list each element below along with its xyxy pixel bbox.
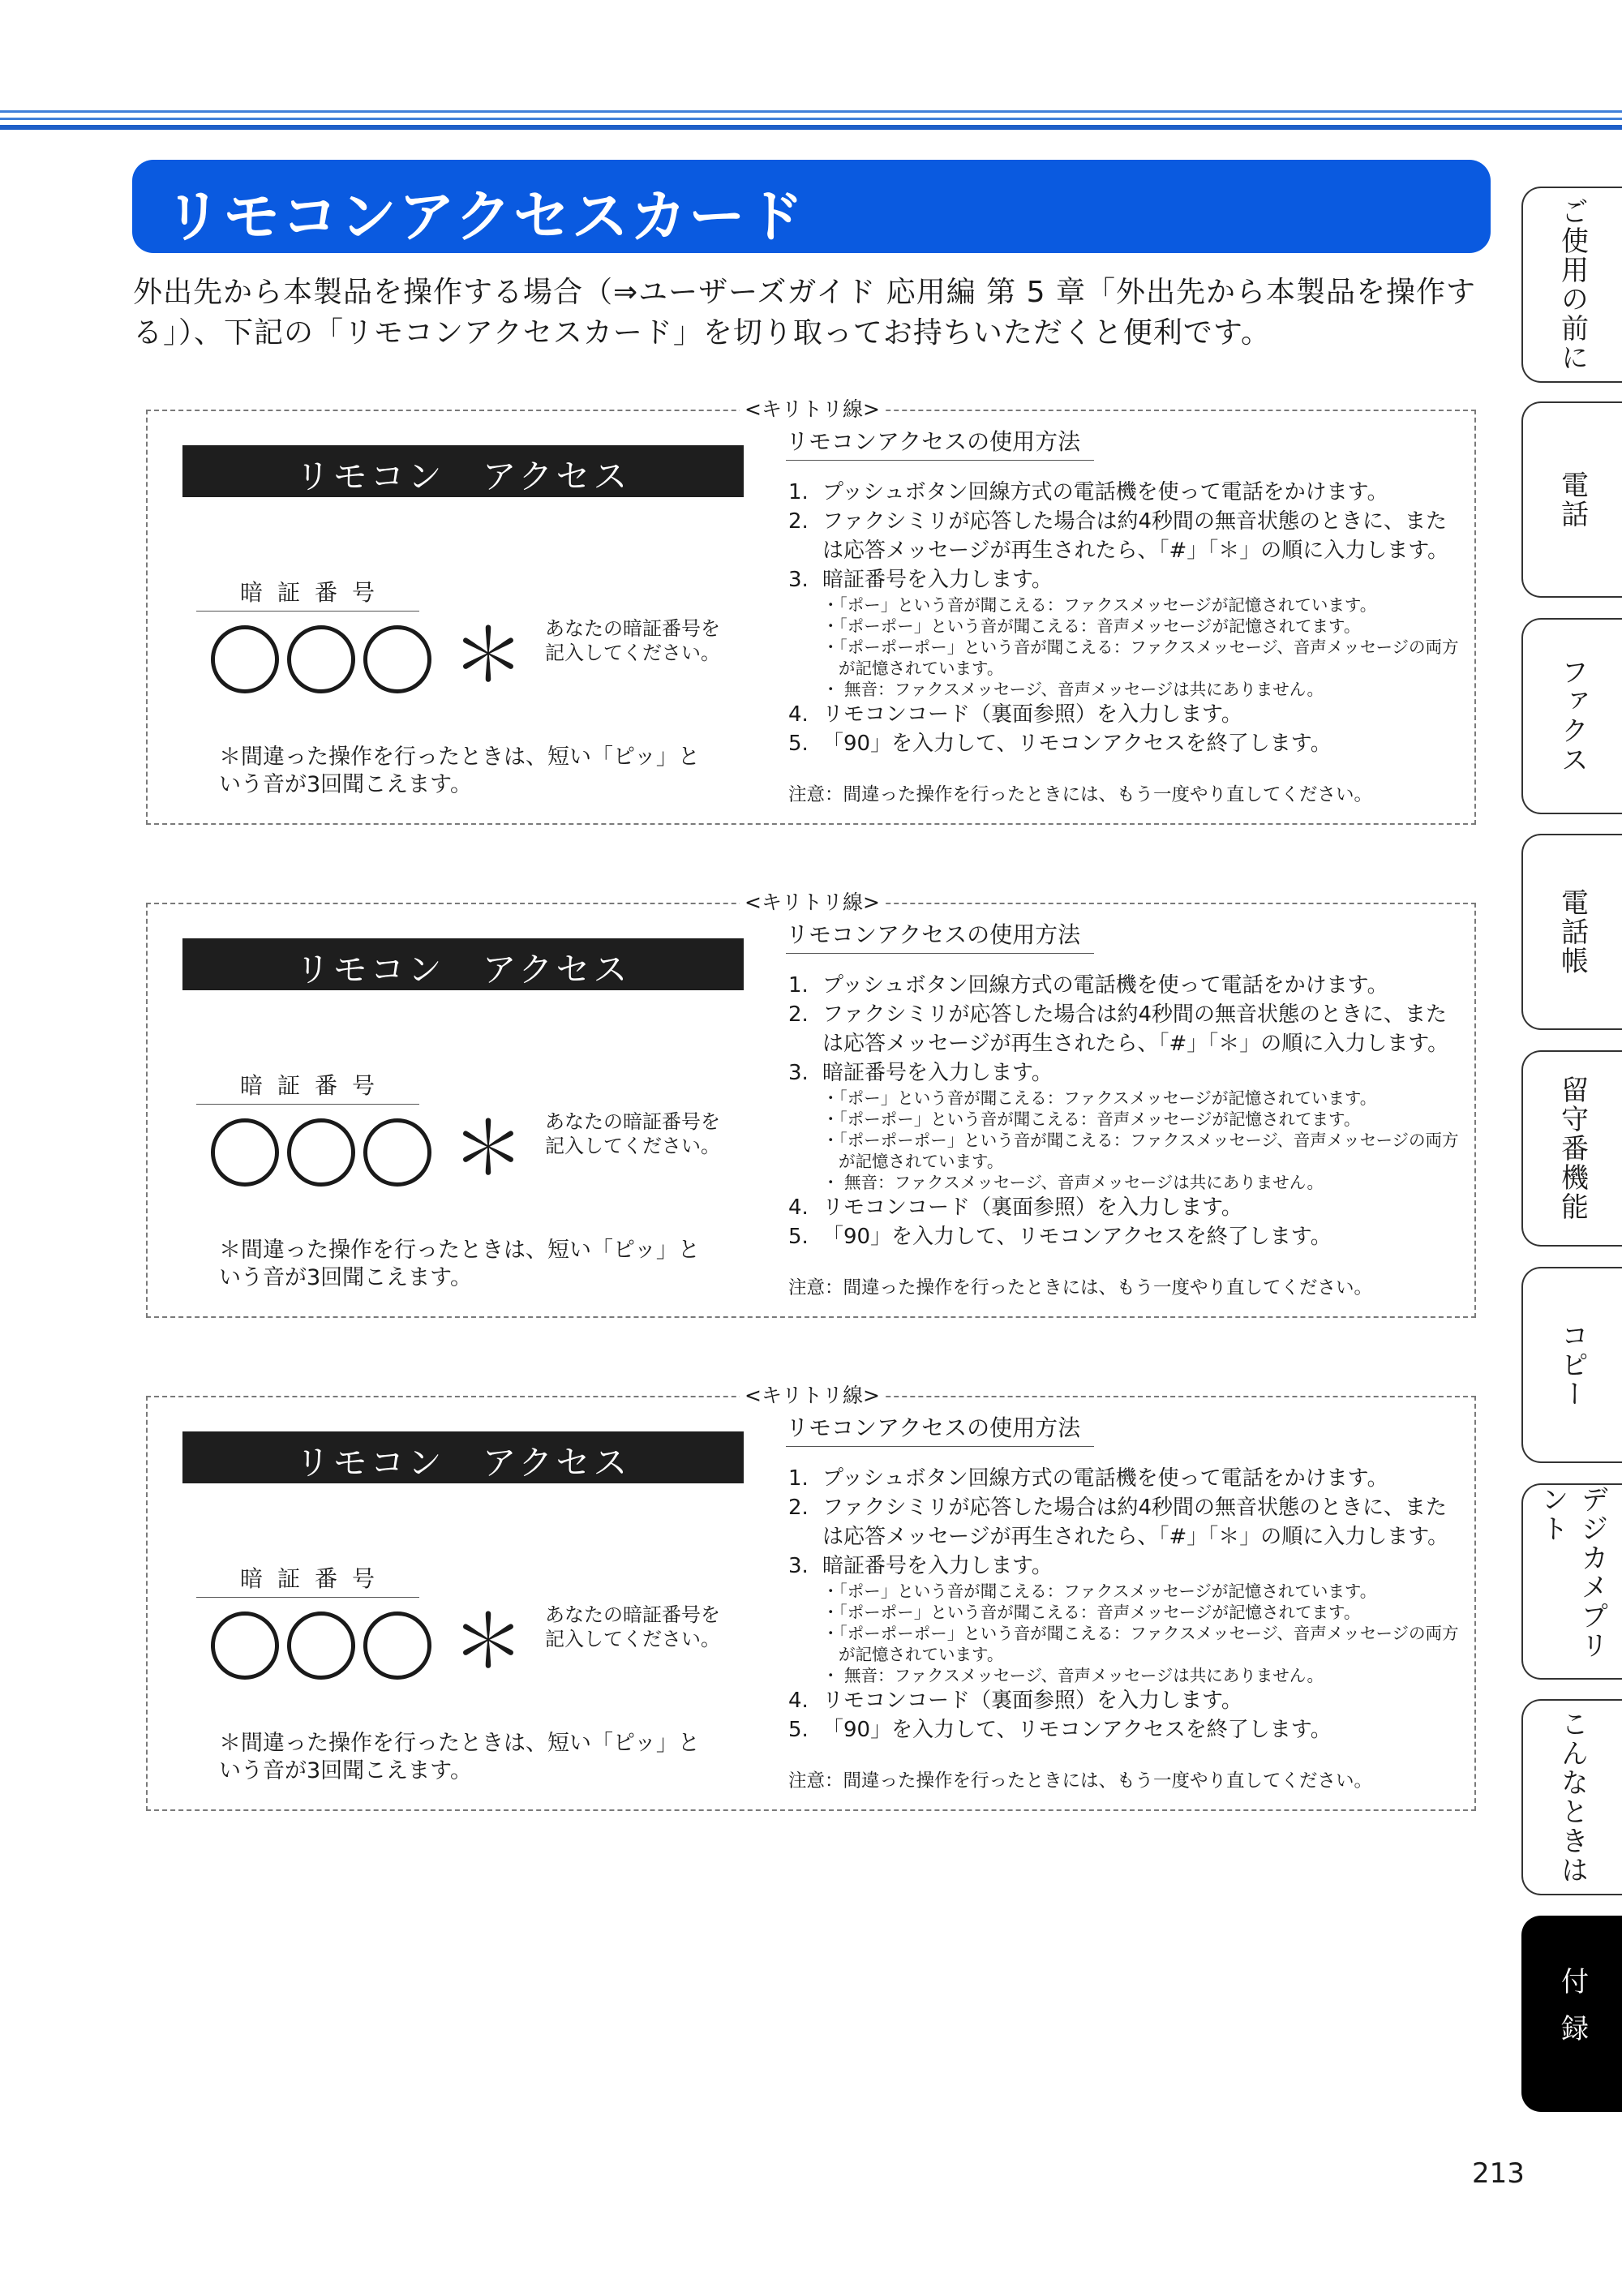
sub-item: ・「ポーポー」という音が聞こえる：音声メッセージが記憶されてます。 [822,1603,1361,1622]
side-tab[interactable] [1521,187,1622,383]
page-number: 213 [1472,2157,1525,2190]
pin-digit-circle [287,625,355,693]
step-text: プッシュボタン回線方式の電話機を使って電話をかけます。 [822,480,1388,504]
step-3 [788,565,1461,594]
step-number: 1. [788,480,809,504]
step-text: 「90」を入力して、リモコンアクセスを終了します。 [822,1225,1332,1249]
step-number: 4. [788,1195,809,1220]
remote-access-card [146,1384,1476,1811]
sub-item: ・「ポーポーポー」という音が聞こえる：ファクスメッセージ、音声メッセージの両方が記憶されています。 [822,1131,1459,1171]
pin-label: 暗証番号 [196,1561,419,1598]
pin-note-line-1: あなたの暗証番号を [545,617,720,640]
pin-note [545,1109,720,1158]
pin-digit-circle [211,1611,279,1680]
step-text: プッシュボタン回線方式の電話機を使って電話をかけます。 [822,973,1388,998]
pin-label: 暗証番号 [196,1068,419,1105]
title-banner [132,160,1491,253]
side-tab-label: ご使用の前に [1555,197,1589,372]
side-tab-label: 付録 [1555,1967,1589,2061]
instruction-steps [788,971,1461,1251]
step-5 [788,729,1461,758]
mistake-note: ＊間違った操作を行ったときは、短い「ピッ」という音が3回聞こえます。 [219,745,700,797]
side-tab[interactable] [1521,1050,1622,1247]
step-2 [788,1000,1461,1058]
star-symbol: ＊ [452,613,525,698]
pin-digit-circle [363,1611,431,1680]
pin-note-line-2: 記入してください。 [545,1628,720,1650]
step-2 [788,1493,1461,1551]
step-text: ファクシミリが応答した場合は約4秒間の無音状態のときに、または応答メッセージが再生されたら、「#」「＊」の順に入力します。 [822,509,1449,563]
step-5 [788,1715,1461,1745]
pin-digit-circle [363,625,431,693]
pin-digit-circle [211,1118,279,1187]
step-number: 5. [788,1225,809,1249]
step-4 [788,1686,1461,1715]
caution-note: 注意：間違った操作を行ったときには、もう一度やり直してください。 [788,1770,1373,1792]
side-tab[interactable] [1521,1699,1622,1895]
pin-note-line-1: あなたの暗証番号を [545,1110,720,1133]
sub-item: ・ 無音：ファクスメッセージ、音声メッセージは共にありません。 [822,680,1324,699]
step-number: 4. [788,1689,809,1713]
step-number: 2. [788,1496,809,1520]
sub-item: ・「ポーポー」という音が聞こえる：音声メッセージが記憶されてます。 [822,1109,1361,1129]
header-rule-thick [0,125,1622,130]
side-tab-label: 留守番機能 [1555,1075,1589,1221]
step-text: 暗証番号を入力します。 [822,568,1053,592]
pin-note-line-2: 記入してください。 [545,1135,720,1157]
side-tab-label: ファクス [1555,658,1589,775]
sub-item: ・「ポーポー」という音が聞こえる：音声メッセージが記憶されてます。 [822,616,1361,636]
mistake-note: ＊間違った操作を行ったときは、短い「ピッ」という音が3回聞こえます。 [219,1238,700,1290]
step-3 [788,1058,1461,1088]
step-number: 1. [788,973,809,998]
step-text: リモコンコード（裏面参照）を入力します。 [822,702,1242,727]
step-2 [788,507,1461,565]
side-tab[interactable] [1521,618,1622,814]
step-text: リモコンコード（裏面参照）を入力します。 [822,1195,1242,1220]
side-tab-label: デジカメプリント [1536,1485,1608,1660]
cut-line-label: <キリトリ線> [740,397,885,422]
side-tab[interactable] [1521,1916,1622,2112]
step-4 [788,1193,1461,1222]
side-tab[interactable] [1521,834,1622,1030]
step-4 [788,700,1461,729]
step-text: 「90」を入力して、リモコンアクセスを終了します。 [822,732,1332,756]
step-text: 暗証番号を入力します。 [822,1554,1053,1578]
pin-note [545,1603,720,1651]
card-header-text: リモコン アクセス [295,950,631,989]
pin-note-line-2: 記入してください。 [545,642,720,664]
step-number: 4. [788,702,809,727]
step-3 [788,1551,1461,1581]
step-number: 2. [788,509,809,534]
caution-note: 注意：間違った操作を行ったときには、もう一度やり直してください。 [788,1277,1373,1298]
sub-item: ・「ポー」という音が聞こえる：ファクスメッセージが記憶されています。 [822,595,1377,615]
instruction-steps [788,1464,1461,1745]
cut-line-label: <キリトリ線> [740,1384,885,1408]
page-title: リモコンアクセスカード [165,183,805,250]
card-header-text: リモコン アクセス [295,1443,631,1483]
step-number: 3. [788,568,809,592]
pin-circles [211,1118,454,1199]
step-number: 3. [788,1554,809,1578]
side-tab-label: 電話 [1555,470,1589,529]
card-header-text: リモコン アクセス [295,457,631,496]
remote-access-card [146,397,1476,825]
card-header-bar [182,445,744,497]
step-1 [788,1464,1461,1493]
side-tab-label: こんなときは [1555,1710,1589,1885]
step-text: ファクシミリが応答した場合は約4秒間の無音状態のときに、または応答メッセージが再生されたら、「#」「＊」の順に入力します。 [822,1496,1449,1549]
star-symbol: ＊ [452,1106,525,1191]
instructions-title: リモコンアクセスの使用方法 [786,1410,1094,1447]
pin-note [545,616,720,665]
step-5 [788,1222,1461,1251]
step-text: プッシュボタン回線方式の電話機を使って電話をかけます。 [822,1466,1388,1491]
star-symbol: ＊ [452,1599,525,1684]
step-number: 2. [788,1002,809,1027]
sub-item: ・「ポー」という音が聞こえる：ファクスメッセージが記憶されています。 [822,1088,1377,1108]
step-number: 5. [788,1718,809,1742]
side-tab-label: コピー [1555,1321,1589,1409]
step-number: 1. [788,1466,809,1491]
card-header-bar [182,938,744,990]
card-header-bar [182,1431,744,1483]
pin-digit-circle [287,1611,355,1680]
instructions-title: リモコンアクセスの使用方法 [786,424,1094,461]
cut-line-label: <キリトリ線> [740,891,885,915]
side-tab[interactable] [1521,1483,1622,1680]
instructions-title: リモコンアクセスの使用方法 [786,917,1094,954]
intro-text: 外出先から本製品を操作する場合（⇒ユーザーズガイド 応用編 第 5 章「外出先から本製品を操作する」）、下記の「リモコンアクセスカード」を切り取ってお持ちいただくと便利です。 [133,276,1476,350]
remote-access-card [146,891,1476,1318]
header-rule-thin-2 [0,118,1622,120]
step-number: 3. [788,1061,809,1085]
step-1 [788,971,1461,1000]
step-3-sub-items [788,594,1461,700]
pin-digit-circle [211,625,279,693]
step-1 [788,478,1461,507]
pin-digit-circle [363,1118,431,1187]
side-tab-label: 電話帳 [1555,888,1589,976]
sub-item: ・「ポー」という音が聞こえる：ファクスメッセージが記憶されています。 [822,1581,1377,1601]
sub-item: ・ 無音：ファクスメッセージ、音声メッセージは共にありません。 [822,1666,1324,1685]
header-rule-thin-1 [0,110,1622,113]
step-text: ファクシミリが応答した場合は約4秒間の無音状態のときに、または応答メッセージが再生されたら、「#」「＊」の順に入力します。 [822,1002,1449,1056]
side-tab[interactable] [1521,401,1622,598]
step-text: リモコンコード（裏面参照）を入力します。 [822,1689,1242,1713]
pin-digit-circle [287,1118,355,1187]
step-text: 「90」を入力して、リモコンアクセスを終了します。 [822,1718,1332,1742]
step-3-sub-items [788,1088,1461,1193]
pin-circles [211,1611,454,1693]
step-number: 5. [788,732,809,756]
caution-note: 注意：間違った操作を行ったときには、もう一度やり直してください。 [788,784,1373,805]
step-text: 暗証番号を入力します。 [822,1061,1053,1085]
instruction-steps [788,478,1461,758]
pin-circles [211,625,454,706]
sub-item: ・「ポーポーポー」という音が聞こえる：ファクスメッセージ、音声メッセージの両方が記憶されています。 [822,637,1459,678]
side-tab[interactable] [1521,1267,1622,1463]
sub-item: ・「ポーポーポー」という音が聞こえる：ファクスメッセージ、音声メッセージの両方が記憶されています。 [822,1624,1459,1664]
pin-label: 暗証番号 [196,575,419,612]
sub-item: ・ 無音：ファクスメッセージ、音声メッセージは共にありません。 [822,1173,1324,1192]
mistake-note: ＊間違った操作を行ったときは、短い「ピッ」という音が3回聞こえます。 [219,1731,700,1783]
pin-note-line-1: あなたの暗証番号を [545,1603,720,1626]
step-3-sub-items [788,1581,1461,1686]
